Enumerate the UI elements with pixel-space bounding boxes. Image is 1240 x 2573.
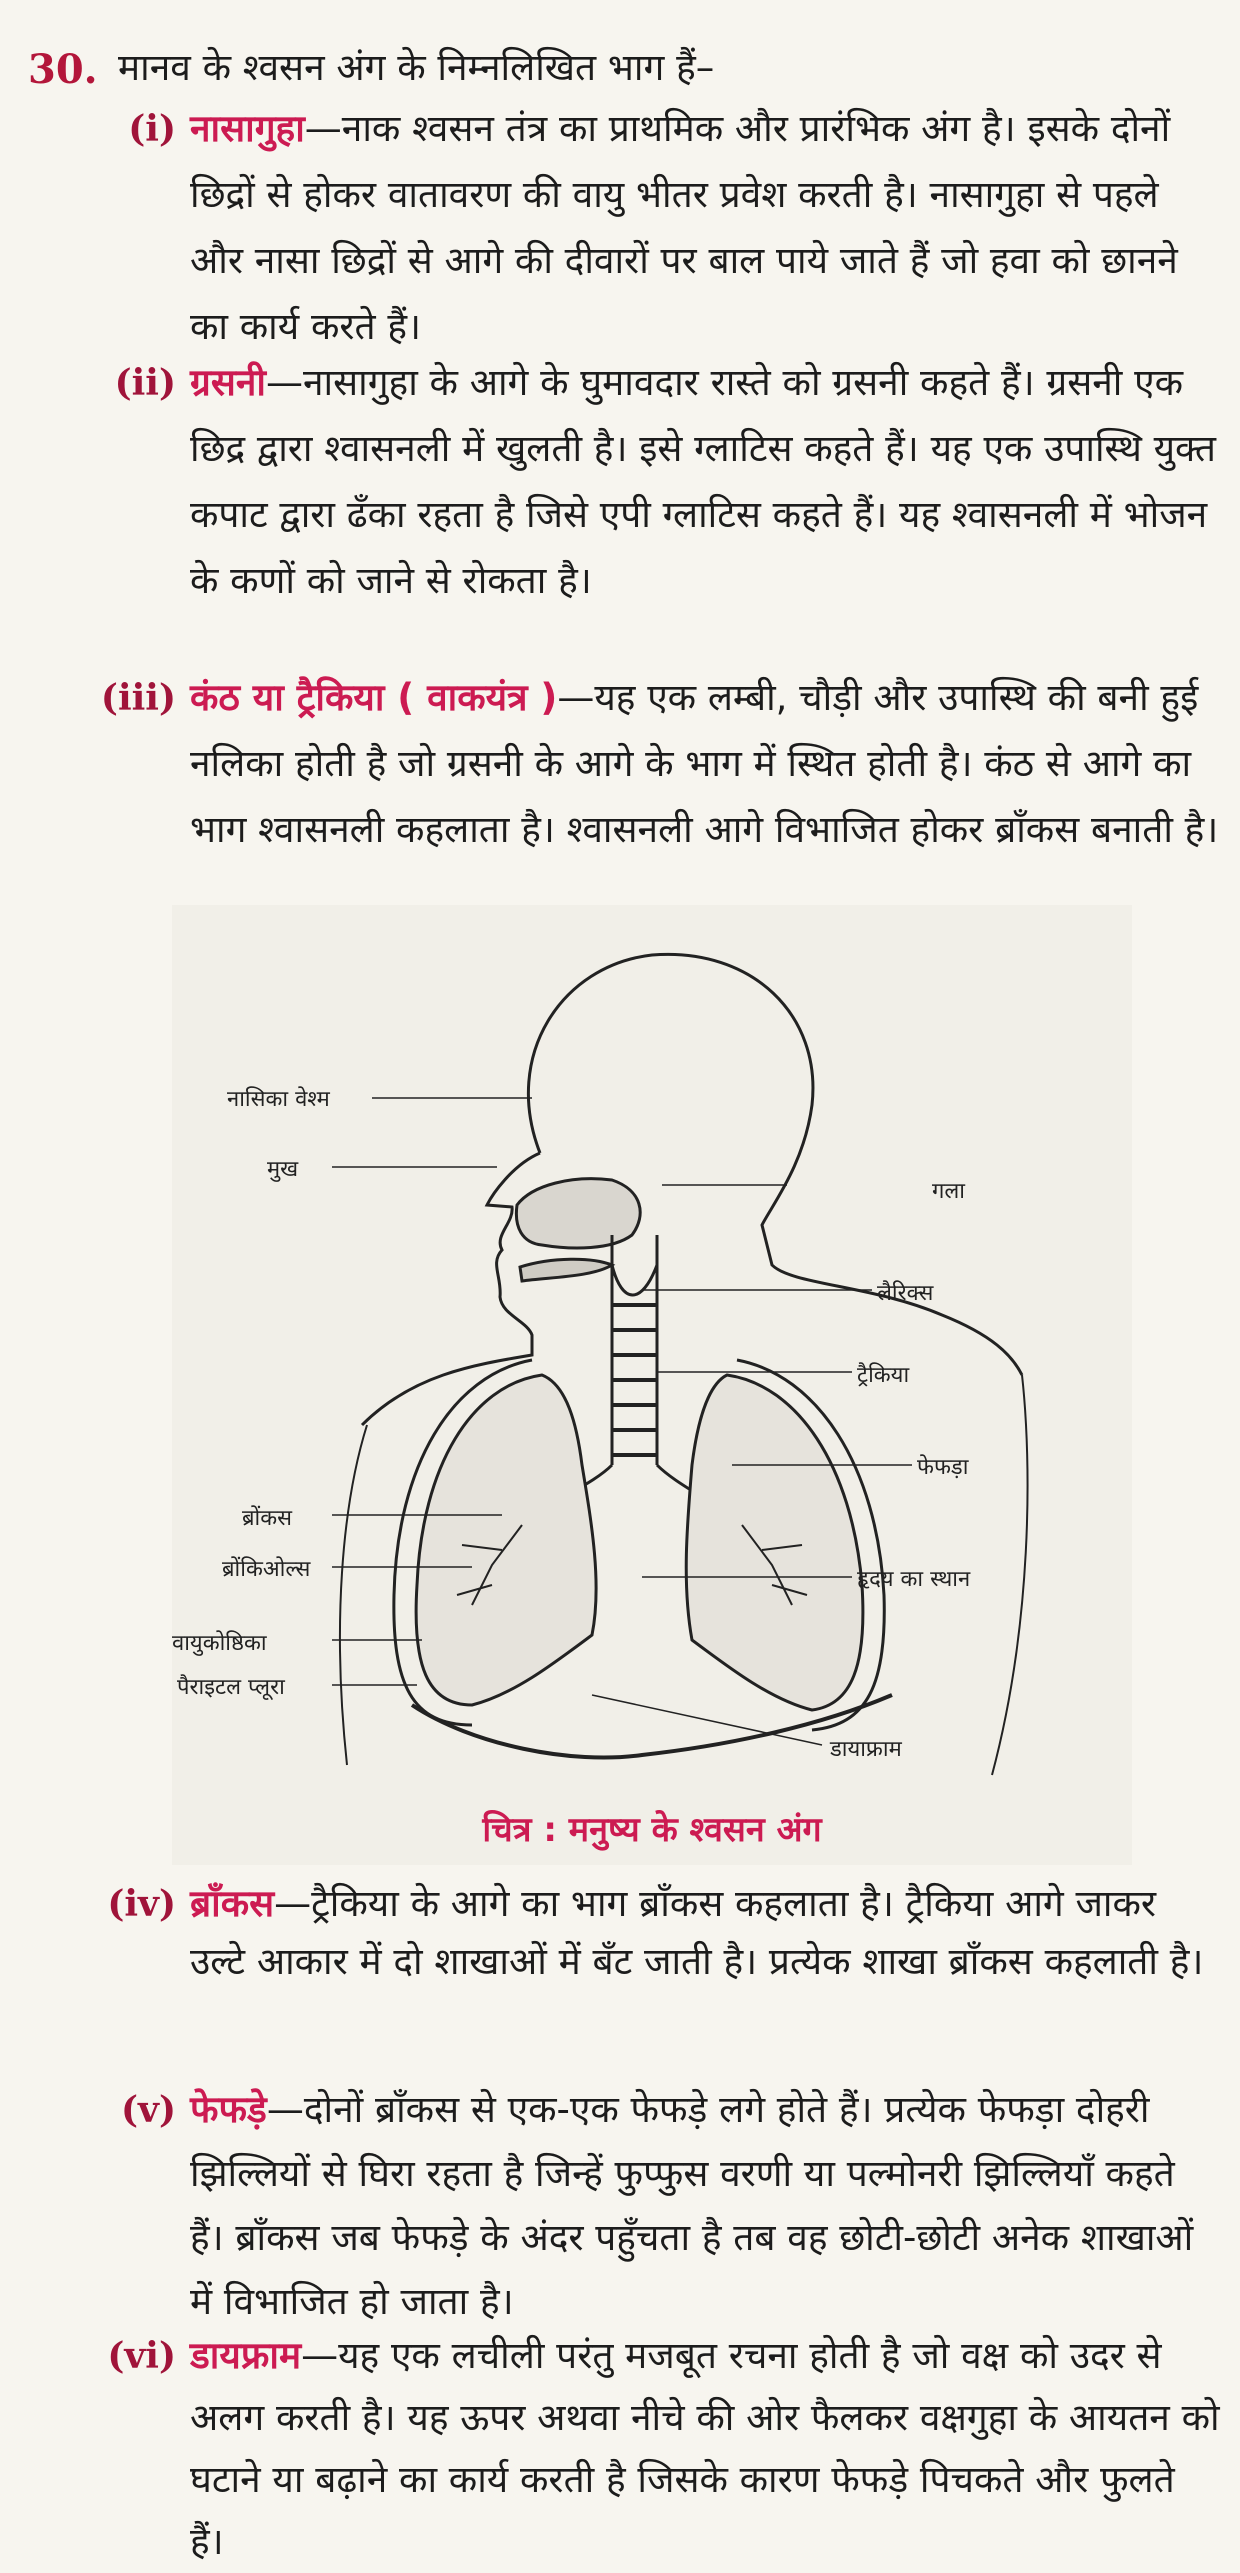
nasal-cavity bbox=[516, 1179, 640, 1248]
item-dash: — bbox=[266, 2088, 304, 2131]
item-larynx-trachea bbox=[100, 665, 1220, 863]
question-number: 30. bbox=[28, 46, 98, 93]
label-diaphragm: डायाफ्राम bbox=[830, 1737, 902, 1762]
item-number: (ii) bbox=[114, 362, 176, 404]
item-dash: — bbox=[304, 107, 342, 150]
respiratory-diagram-drawing bbox=[172, 905, 1132, 1805]
item-text: ट्रैकिया के आगे का भाग ब्राँकस कहलाता है। ट्रैकिया आगे जाकर उल्टे आकार में दो शाखाओं में बँट जाती है। प्रत्येक शाखा ब्राँकस कहलाती है। bbox=[190, 1882, 1204, 1983]
item-term: डायफ्राम bbox=[190, 2334, 302, 2377]
label-lung: फेफड़ा bbox=[917, 1455, 969, 1480]
mouth-cavity bbox=[520, 1259, 612, 1281]
item-text: यह एक लम्बी, चौड़ी और उपास्थि की बनी हुई नलिका होती है जो ग्रसनी के आगे के भाग में स्थित होती है। कंठ से आगे का भाग श्वासनली कहलाता है। श्वासनली आगे विभाजित होकर ब्राँकस बनाती है। bbox=[190, 676, 1219, 851]
label-trachea: ट्रैकिया bbox=[857, 1363, 910, 1388]
label-heart-location: हृदय का स्थान bbox=[857, 1567, 971, 1592]
head-outline bbox=[528, 954, 1022, 1375]
item-pharynx bbox=[114, 350, 1220, 614]
item-text: नाक श्वसन तंत्र का प्राथमिक और प्रारंभिक अंग है। इसके दोनों छिद्रों से होकर वातावरण की वायु भीतर प्रवेश करती है। नासागुहा से पहले और नासा छिद्रों से आगे की दीवारों पर बाल पाये जाते हैं जो हवा को छानने का कार्य करते हैं। bbox=[190, 107, 1178, 348]
item-dash: — bbox=[274, 1882, 312, 1925]
item-dash: — bbox=[301, 2334, 339, 2377]
label-parietal-pleura: पैराइटल प्लूरा bbox=[177, 1675, 285, 1700]
item-term: फेफड़े bbox=[190, 2088, 267, 2131]
label-larynx: लैरिक्स bbox=[877, 1281, 934, 1306]
item-nasal-cavity bbox=[128, 96, 1220, 360]
chest-wall-left bbox=[340, 1425, 367, 1765]
left-lung bbox=[416, 1375, 596, 1705]
chest-wall-right bbox=[992, 1375, 1028, 1775]
label-nasal-chamber: नासिका वेश्म bbox=[227, 1087, 330, 1112]
item-number: (iv) bbox=[107, 1883, 176, 1925]
item-text: नासागुहा के आगे के घुमावदार रास्ते को ग्रसनी कहते हैं। ग्रसनी एक छिद्र द्वारा श्वासनली में खुलती है। इसे ग्लाटिस कहते हैं। यह एक उपास्थि युक्त कपाट द्वारा ढँका रहता है जिसे एपी ग्लाटिस कहते हैं। यह श्वासनली में भोजन के कणों को जाने से रोकता है। bbox=[190, 361, 1216, 602]
item-number: (i) bbox=[128, 108, 176, 150]
figure-caption: चित्र : मनुष्य के श्वसन अंग bbox=[482, 1810, 822, 1850]
item-term: ग्रसनी bbox=[190, 361, 266, 404]
item-lungs bbox=[121, 2078, 1220, 2334]
label-bronchioles: ब्रोंकिओल्स bbox=[222, 1557, 311, 1582]
item-term: कंठ या ट्रैकिया ( वाकयंत्र ) bbox=[190, 676, 558, 719]
label-bronchus: ब्रोंकस bbox=[242, 1506, 293, 1531]
item-number: (v) bbox=[121, 2089, 176, 2131]
item-text: यह एक लचीली परंतु मजबूत रचना होती है जो वक्ष को उदर से अलग करती है। यह ऊपर अथवा नीचे की ओर फैलकर वक्षगुहा के आयतन को घटाने या बढ़ाने का कार्य करती है जिसके कारण फेफड़े पिचकते और फुलते हैं। bbox=[190, 2334, 1220, 2563]
item-bronchus bbox=[107, 1875, 1220, 1991]
question-intro: मानव के श्वसन अंग के निम्नलिखित भाग हैं– bbox=[118, 46, 715, 89]
label-alveoli: वायुकोष्ठिका bbox=[172, 1631, 267, 1656]
item-number: (iii) bbox=[100, 677, 176, 719]
item-term: नासागुहा bbox=[190, 107, 305, 150]
label-mouth: मुख bbox=[267, 1157, 299, 1182]
item-text: दोनों ब्राँकस से एक-एक फेफड़े लगे होते हैं। प्रत्येक फेफड़ा दोहरी झिल्लियों से घिरा रहता है जिन्हें फुप्फुस वरणी या पल्मोनरी झिल्लियाँ कहते हैं। ब्राँकस जब फेफड़े के अंदर पहुँचता है तब वह छोटी-छोटी अनेक शाखाओं में विभाजित हो जाता है। bbox=[190, 2088, 1194, 2323]
right-lung bbox=[686, 1375, 863, 1710]
item-term: ब्राँकस bbox=[190, 1882, 275, 1925]
trachea-rings bbox=[612, 1305, 657, 1455]
label-throat: गला bbox=[932, 1179, 966, 1204]
item-number: (vi) bbox=[107, 2335, 176, 2377]
item-dash: — bbox=[266, 361, 303, 404]
item-diaphragm bbox=[107, 2325, 1220, 2573]
respiratory-diagram bbox=[172, 905, 1132, 1865]
item-dash: — bbox=[557, 676, 595, 719]
